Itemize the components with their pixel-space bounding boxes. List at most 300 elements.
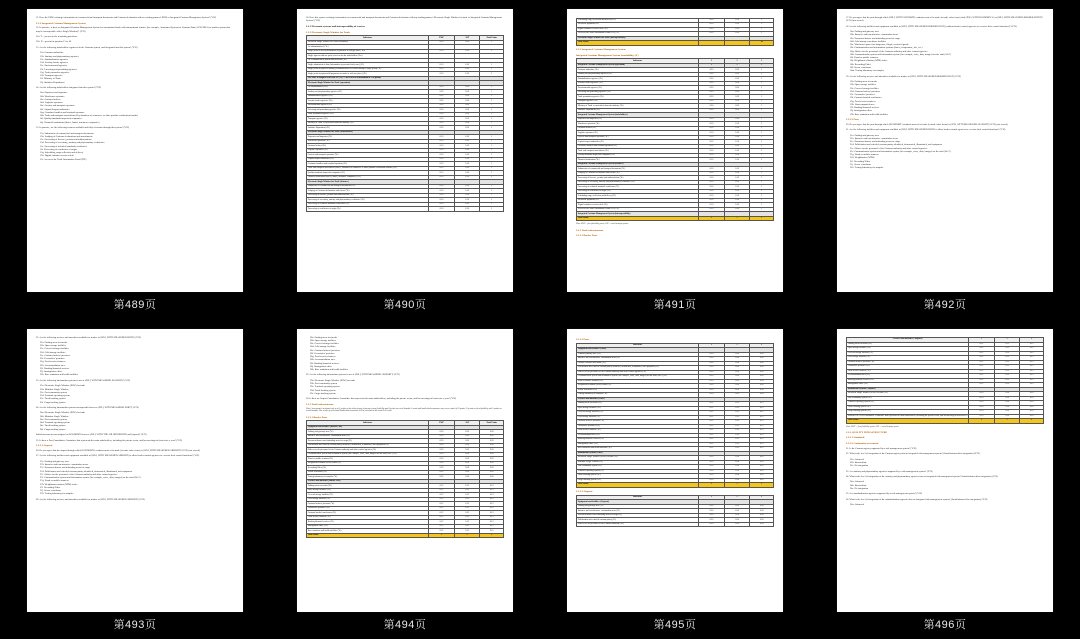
table-cell: 0.10 bbox=[750, 460, 774, 465]
list-item: 34b. Intermediate bbox=[850, 483, 867, 487]
table-cell: 0.12 bbox=[1020, 374, 1044, 379]
table-cell: 0.10 bbox=[994, 396, 1020, 401]
table-cell: 0.10 bbox=[724, 460, 750, 465]
table-cell: Usual or mobile scanners (Ye) bbox=[307, 457, 429, 462]
table-cell: 1 bbox=[480, 126, 504, 131]
table-cell: 0.20 bbox=[699, 370, 725, 375]
table-cell: Parking areas for trucks (Ye) bbox=[577, 402, 699, 407]
list-item: 15i. Access to the Trade Information Portal (TIP) bbox=[40, 157, 87, 161]
table-cell: 0.20 bbox=[429, 117, 455, 122]
table-cell: 0.20 bbox=[429, 443, 455, 448]
table-cell: Banking/financial services (Ye) bbox=[847, 378, 969, 383]
table-cell: 0.10 bbox=[699, 158, 725, 163]
list-item: 14a. Exporters and importers bbox=[40, 91, 68, 95]
table-cell: 0.20 bbox=[429, 94, 455, 99]
table-cell: 0.10 bbox=[429, 49, 455, 54]
table-cell: 0.12 bbox=[480, 497, 504, 502]
column-header: Indicators bbox=[577, 59, 699, 64]
table-cell: Usual or mobile scanners (Ye) bbox=[577, 379, 699, 384]
page-content[interactable] bbox=[567, 329, 783, 612]
table-caption: Note: EWP= first flexibility point; ASP= social transfer points. bbox=[576, 223, 629, 226]
table-cell: 0.10 bbox=[429, 162, 455, 167]
table-cell: 0.20 bbox=[454, 448, 480, 453]
table-cell: 0.20 bbox=[724, 108, 750, 113]
page-thumbnail[interactable] bbox=[540, 320, 810, 639]
page-number-label: 第493页 bbox=[113, 618, 157, 631]
page-content[interactable] bbox=[297, 9, 513, 292]
list-item: 18e. Warehouse spaces for dangerous, illegal, restricted goods bbox=[850, 43, 909, 47]
table-cell: 0.20 bbox=[724, 361, 750, 366]
table-cell: 0.10 bbox=[454, 162, 480, 167]
table-cell: Processing of technical standards certificates (Ye) bbox=[307, 202, 429, 207]
table-cell: Customs authorities (Ye) bbox=[577, 68, 699, 73]
table-cell: 0.10 bbox=[724, 27, 750, 32]
page-thumbnail[interactable] bbox=[0, 320, 270, 639]
page-thumbnail[interactable] bbox=[0, 0, 270, 320]
table-cell: 0.10 bbox=[994, 392, 1020, 397]
table-cell: Parking and gateway area (Ye) bbox=[577, 504, 699, 509]
table-cell: Parking and gateway area (Ye) bbox=[307, 430, 429, 435]
table-cell: Logistics operators (Ye) bbox=[577, 131, 699, 136]
list-item: 18l. Secure warehouse bbox=[850, 65, 872, 69]
table-cell: 0.10 bbox=[1020, 396, 1044, 401]
table-cell: 1 bbox=[480, 121, 504, 126]
list-item: 18d. Cold storage warehouse facilities bbox=[850, 39, 887, 43]
table-cell: 0.12 bbox=[724, 433, 750, 438]
table-cell: 1 bbox=[480, 207, 504, 212]
table-cell: 0.10 bbox=[699, 23, 725, 28]
table-cell: 0.12 bbox=[454, 488, 480, 493]
table-cell: 1 bbox=[480, 99, 504, 104]
table-cell: 0.12 bbox=[429, 529, 455, 534]
table-cell: 0.10 bbox=[454, 184, 480, 189]
paragraph: 33. Are sanitary and phytosanitary agencies supported by a risk management system? (Y/N) bbox=[846, 469, 933, 473]
list-item: 28d. Cold storage facilities bbox=[310, 345, 336, 349]
list-item: 15d. Processing of veterinary, sanitary and phytosanitary certificates bbox=[40, 141, 105, 145]
table-cell: Sanitary and phytosanitary agencies (Ye) bbox=[577, 72, 699, 77]
table-cell: Food services/canteen (Ye) bbox=[847, 369, 969, 374]
table-cell: Single submission of data (information is presented only once) (Ye) bbox=[307, 63, 429, 68]
table-cell: 0.10 bbox=[724, 171, 750, 176]
table-cell: 0.20 bbox=[454, 108, 480, 113]
table-cell: 0.10 bbox=[429, 148, 455, 153]
page-number-label: 第492页 bbox=[923, 299, 967, 311]
table-cell: 0.20 bbox=[454, 85, 480, 90]
table-cell: Ministry of Trade or equivalent domestic ministry (Ye) bbox=[577, 104, 699, 109]
table-cell: Customs bonded warehouses (Ye) bbox=[307, 511, 429, 516]
table-cell: 0.10 bbox=[724, 180, 750, 185]
list-item: 23c. Port community system bbox=[40, 390, 67, 394]
table-cell: 0.10 bbox=[969, 392, 995, 397]
paragraph: 36. What is the level of integration of the standardization agencies into an integrated risk management system? (Sarah/advanced/no integration) (Y/N) bbox=[846, 497, 988, 501]
page-content[interactable] bbox=[837, 9, 1053, 292]
paragraph: 14. Are the following stakeholders integrated into this system? (Y/N) bbox=[36, 86, 102, 90]
table-cell: Total Points bbox=[307, 533, 429, 538]
paragraph: 32. What is the level of integration of the Customs agency into an integrated risk management system? (Sarah/advanced/no integration) (Y/N) bbox=[846, 452, 980, 456]
table-cell: 0.12 bbox=[724, 447, 750, 452]
page-thumbnail[interactable] bbox=[540, 0, 810, 320]
table-cell: 0.20 bbox=[454, 112, 480, 117]
table-cell: 0.20 bbox=[699, 518, 725, 523]
table-cell: 0.12 bbox=[750, 429, 774, 434]
table-cell: 0.20 bbox=[750, 522, 774, 527]
paragraph: 20. Do you agree that the port through which [ECONOMY] conducts most of its trade (in trade value items) is [JULI, WITH MEASURED SEAPORT]? (Y/N) (not scored) bbox=[846, 122, 1008, 126]
table-cell: Truck booking system (Ye) bbox=[577, 474, 699, 479]
table-cell: 0.12 bbox=[969, 351, 995, 356]
table-cell: 1 bbox=[480, 139, 504, 144]
table-cell: 0.20 bbox=[724, 68, 750, 73]
table-cell: 0.12 bbox=[480, 529, 504, 534]
table-cell: 1 bbox=[750, 117, 774, 122]
table-cell: Information systems (Ports) bbox=[577, 451, 699, 456]
list-item: 13g. Trade promotion agencies bbox=[40, 70, 70, 74]
table-cell: 1 bbox=[724, 63, 750, 68]
table-cell: 1 bbox=[699, 63, 725, 68]
page-number-label: 第494页 bbox=[383, 618, 427, 631]
table-cell: 0.20 bbox=[724, 504, 750, 509]
table-cell: 0.10 bbox=[724, 135, 750, 140]
table-cell: 0.20 bbox=[480, 448, 504, 453]
page-content[interactable] bbox=[27, 9, 243, 292]
list-item: 29c. Terminal operating system bbox=[310, 385, 340, 389]
table-cell: 0.20 bbox=[724, 522, 750, 527]
table-cell: 2 bbox=[1020, 419, 1044, 424]
table-cell: Container handlers and terminal operators (Ye) bbox=[577, 144, 699, 149]
table-cell: Custom extended warehouse (Ye) bbox=[577, 361, 699, 366]
page-thumbnail[interactable] bbox=[810, 320, 1080, 639]
column-header: 1 bbox=[699, 343, 725, 348]
list-item: 21i. Recording/Video bbox=[850, 159, 871, 163]
table-cell: 0.12 bbox=[750, 406, 774, 411]
table-cell: 0.20 bbox=[750, 370, 774, 375]
table-cell: 0.20 bbox=[724, 393, 750, 398]
list-item: 22d. Cold storage facilities bbox=[40, 350, 66, 354]
table-cell: 0.12 bbox=[699, 411, 725, 416]
table-cell: Financial institutions (that is, banks, insurance companies) (Ye) bbox=[307, 175, 429, 180]
table-cell: 0.20 bbox=[699, 384, 725, 389]
table-cell: Equipment and facilities (Border Post) bbox=[307, 425, 429, 430]
list-item: 21e. Offices for the personnel of the Customs authority and other control agencies bbox=[850, 146, 928, 150]
table-cell: 0.12 bbox=[750, 438, 774, 443]
paragraph: 16. Does this system exchange information on commercial and transport documents and Customs declaration with any trading partner's Electronic Single Window for trade or Integrated Customs Management System? (Y/N) bbox=[306, 16, 502, 23]
table-cell: 0.12 bbox=[1020, 383, 1044, 388]
column-header: 1 bbox=[750, 495, 774, 500]
section-heading: 2.1.2 Integrated Customs Management System bbox=[36, 21, 86, 25]
table-cell: 0.10 bbox=[429, 207, 455, 212]
list-item: 19h. Unaccompanied area bbox=[850, 102, 875, 106]
list-item: 24d. Terminal operating system bbox=[40, 421, 70, 425]
table-cell: 1 bbox=[750, 189, 774, 194]
list-item: 21b. Intrusive and non-intrusive examination areas bbox=[850, 136, 898, 140]
table-title: 2.1.1 Electronic systems and interoperability of services bbox=[306, 24, 366, 28]
list-item: 18f. Communication and information systems (that is, temperature, fire, etc.) bbox=[850, 46, 923, 50]
item-list bbox=[306, 379, 504, 395]
table-cell: Customs brokers (Ye) bbox=[577, 126, 699, 131]
table-cell: 0.12 bbox=[1020, 351, 1044, 356]
table-cell: Scheduling cargo collection and delivery (Ye) bbox=[577, 194, 699, 199]
table-cell: Single point of payment/all payments are made in with one place) (Ye) bbox=[307, 72, 429, 77]
table-cell: 0.10 bbox=[429, 63, 455, 68]
table-cell: Trade promotion agencies (Ye) bbox=[577, 95, 699, 100]
table-cell: Accommodation area (Ye) bbox=[577, 433, 699, 438]
table-cell: 0.12 bbox=[994, 378, 1020, 383]
table-cell: Processing of licenses, permits and authorizations (Ye) bbox=[307, 193, 429, 198]
table-cell: Secure warehouse (Ye) bbox=[577, 388, 699, 393]
list-item: 15h. Digital container services desk bbox=[40, 154, 74, 158]
table-cell: Electronic Single Window for Trade (operation) bbox=[307, 81, 429, 86]
table-cell: Total Points bbox=[847, 419, 969, 424]
list-item: 27i. Recording/Video bbox=[40, 485, 61, 489]
list-item: 23d. Terminal operating system bbox=[40, 394, 70, 398]
table-cell: 0.20 bbox=[454, 457, 480, 462]
table-cell: 1 bbox=[750, 180, 774, 185]
item-list bbox=[36, 91, 234, 124]
list-item: 19g. Food services/canteen bbox=[850, 99, 876, 103]
table-cell: 1 bbox=[480, 108, 504, 113]
table-cell: 1 bbox=[750, 158, 774, 163]
table-cell: 0.12 bbox=[994, 347, 1020, 352]
table-cell: 0.10 bbox=[454, 166, 480, 171]
table-cell: Submission of commercial and transport documents (Ye) bbox=[577, 167, 699, 172]
table-cell: Total Points bbox=[577, 483, 699, 488]
table-cell: 1 bbox=[480, 189, 504, 194]
table-cell: 2 bbox=[480, 533, 504, 538]
table-cell: Access to the Trade Information Portal (TIP) (Ye) bbox=[577, 32, 699, 37]
list-item: 23a. Electronic Single Window (ESW) for trade bbox=[40, 384, 86, 388]
table-cell: 0.20 bbox=[429, 85, 455, 90]
table-cell: 0.12 bbox=[994, 356, 1020, 361]
table-cell: 0.20 bbox=[724, 81, 750, 86]
table-cell: 0.12 bbox=[454, 506, 480, 511]
table-cell: 0.12 bbox=[750, 424, 774, 429]
table-cell: 0.20 bbox=[750, 393, 774, 398]
list-item: 21d. Palletization and refueled vacuum pantry identified, demarcated, illuminated, and equipment bbox=[850, 143, 942, 147]
table-cell: 0.10 bbox=[699, 465, 725, 470]
data-table bbox=[576, 495, 774, 528]
table-cell: Exporters and importers (Ye) bbox=[577, 117, 699, 122]
table-cell: 0.20 bbox=[454, 90, 480, 95]
table-cell: Sanitary and phytosanitary agencies (Ye) bbox=[307, 90, 429, 95]
table-cell: 0.20 bbox=[454, 103, 480, 108]
table-cell: Intrusive and non-intrusive examination areas (Ye) bbox=[577, 357, 699, 362]
table-cell: 0.20 bbox=[454, 434, 480, 439]
table-cell: Terminal primary area (Ye) bbox=[577, 352, 699, 357]
table-cell: 0.12 bbox=[1020, 360, 1044, 365]
table-wrapper bbox=[306, 420, 504, 538]
table-cell: 0.12 bbox=[724, 402, 750, 407]
item-list bbox=[846, 480, 1044, 490]
table-cell: 0.10 bbox=[750, 469, 774, 474]
table-cell: 1 bbox=[750, 77, 774, 82]
column-header: 1 bbox=[699, 59, 725, 64]
table-cell: 0.20 bbox=[699, 509, 725, 514]
table-cell: 0.10 bbox=[699, 474, 725, 479]
table-cell: 0.20 bbox=[480, 452, 504, 457]
table-cell: 1a. administration (1 Ye) bbox=[307, 45, 429, 50]
table-cell: 1 bbox=[480, 49, 504, 54]
table-cell: 0.20 bbox=[429, 434, 455, 439]
table-cell: 0.12 bbox=[429, 502, 455, 507]
table-cell: 0.20 bbox=[699, 90, 725, 95]
section-heading: 2.1.2 Integrated Customs Management System bbox=[576, 47, 626, 51]
table-cell: 0.20 bbox=[480, 430, 504, 435]
table-cell: 0.12 bbox=[480, 524, 504, 529]
table-cell: 1 bbox=[480, 90, 504, 95]
table-cell: 0.20 bbox=[429, 90, 455, 95]
table-cell: 0.12 bbox=[429, 493, 455, 498]
list-item: 24f. Cargo tracking system bbox=[40, 427, 66, 431]
table-cell: 0.10 bbox=[454, 144, 480, 149]
table-cell: 0.20 bbox=[454, 99, 480, 104]
page-thumbnail[interactable] bbox=[810, 0, 1080, 320]
table-cell: 0.10 bbox=[454, 202, 480, 207]
table-cell: 1 bbox=[480, 193, 504, 198]
page-content[interactable] bbox=[297, 329, 513, 612]
list-item: 19d. Customs brokers' premises bbox=[850, 89, 880, 93]
page-content[interactable] bbox=[837, 329, 1053, 612]
table-cell: Existence of a Port Consultative Committee that represents the main stakeholders, including the private sector, and has meetings at least twice a year (Ye) bbox=[847, 414, 969, 417]
table-cell: Electronic payments (Ye) bbox=[577, 23, 699, 28]
table-cell: 0.20 bbox=[429, 457, 455, 462]
table-cell: Single sign-on with one point of access for the stakeholders (Yes) bbox=[307, 54, 429, 59]
table-cell: 0.10 bbox=[699, 153, 725, 158]
table-cell: Container handlers and terminal operators (Ye) bbox=[307, 162, 429, 167]
table-cell: Services and amenities (Border Post) bbox=[307, 479, 429, 484]
table-cell: Security border agencies (Ye) bbox=[307, 99, 429, 104]
list-item: 28f. Forwarders' premises bbox=[310, 351, 335, 355]
paragraph: 30. Is there an Airport Consultative Committee that represents the main stakeholders, including the private sector, and has meetings at least twice a year? (Y/N) bbox=[306, 397, 457, 401]
list-item: 27a. Parking and gateway area bbox=[40, 459, 69, 463]
page-content[interactable] bbox=[27, 329, 243, 612]
paragraph: 31. Is the Customs agency supported by a risk management system? (Y/N) bbox=[846, 446, 917, 450]
section-heading: 2.1.2 Trade infrastructure bbox=[576, 228, 604, 232]
table-cell: 0.20 bbox=[480, 461, 504, 466]
column-header: 1 bbox=[724, 495, 750, 500]
table-cell: Licensing and permitting agencies (Ye) bbox=[577, 90, 699, 95]
data-table bbox=[306, 35, 504, 212]
list-item: 34c. No integration bbox=[850, 486, 869, 490]
table-cell: 0.20 bbox=[454, 466, 480, 471]
table-cell: 0.10 bbox=[699, 32, 725, 37]
table-cell: Base sanitation and health facilities (Ye) bbox=[307, 529, 429, 534]
list-item: 14j. Financial institutions (that is, banks, insurance companies) bbox=[40, 120, 100, 124]
table-cell: 1 bbox=[480, 117, 504, 122]
table-cell: Integrated Customs Management System (interoperability) bbox=[577, 212, 699, 217]
paragraph: 12a. Y = present in the remaining questions bbox=[36, 35, 77, 39]
table-cell: 0.12 bbox=[429, 484, 455, 489]
table-cell: 0.12 bbox=[699, 429, 725, 434]
paragraph: 15. In practice, are the following features available and fully electronic through this system? (Y/N) bbox=[36, 126, 130, 130]
table-cell: 0.20 bbox=[699, 104, 725, 109]
column-header: 1 bbox=[1020, 338, 1044, 343]
paragraph: 34. What is the level of integration of the sanitary and phytosanitary agencies into an integrated risk management system? (Sarah/advanced/no integration) (Y/N) bbox=[846, 475, 998, 478]
list-item: 19k. Base sanitation and health facilities bbox=[850, 112, 889, 116]
table-cell: Statistics Department (Ye) bbox=[307, 126, 429, 131]
list-item: 13d. Security border agencies bbox=[40, 61, 68, 65]
table-cell: 0.10 bbox=[994, 410, 1020, 415]
table-cell: 0.12 bbox=[724, 442, 750, 447]
paragraph: 12b. N = present in question 13 to 16. bbox=[36, 40, 72, 44]
paragraph: 17. Do you agree that the port through which [JULI, WITH ECONOMY] conducts most of its trade air trade value items) with [JULI, WITH ECONOMY %] at [JULI, WITH MEAN MED BORDER POINT]? (Y/N) (not scored) bbox=[846, 16, 1043, 23]
table-cell: Truck booking system (Ye) bbox=[847, 405, 969, 410]
table-cell: Processing of certificates of origin (Ye) bbox=[577, 189, 699, 194]
table-cell: 0.10 bbox=[429, 193, 455, 198]
table-caption: Note: Assessment is assigned only to of 2 points on the wide airport of answers from flexibility and 4 points on social benefits 1 round and landlocked economies may score a total of 10 points 15 points on firm flexibility and 5 points on social benefits. The scores of associated landlocked economies will be rescaled on the same 0-10 scale. bbox=[306, 407, 502, 413]
table-cell: Immigration office (Ye) bbox=[847, 383, 969, 388]
list-item: 14d. Logistics operators bbox=[40, 101, 63, 105]
table-cell: 1 bbox=[429, 533, 455, 538]
table-cell: 0.12 bbox=[1020, 342, 1044, 347]
table-wrapper bbox=[846, 337, 1044, 424]
table-cell: 0.20 bbox=[454, 126, 480, 131]
table-cell: 2 bbox=[750, 483, 774, 488]
table-wrapper bbox=[576, 54, 774, 222]
table-cell: 0.10 bbox=[454, 49, 480, 54]
table-cell: 0.12 bbox=[750, 447, 774, 452]
table-cell: Electronic Single Window for Trade availability bbox=[307, 40, 429, 45]
table-cell: 0.10 bbox=[699, 185, 725, 190]
table-cell: Integrated Customs Management System (stakeholders) bbox=[577, 113, 699, 118]
table-cell: Digital container services desk (Ye) bbox=[577, 203, 699, 208]
table-cell: 0.10 bbox=[724, 185, 750, 190]
table-cell: 1 bbox=[750, 185, 774, 190]
table-cell: 0.12 bbox=[724, 415, 750, 420]
table-cell: 1 bbox=[750, 81, 774, 86]
list-item: 19e. Forwarders' premises bbox=[850, 93, 875, 96]
item-list bbox=[846, 503, 1044, 506]
table-cell: 0.20 bbox=[750, 388, 774, 393]
list-item: 27j. Secure warehouse bbox=[40, 489, 62, 493]
table-cell: 1 bbox=[480, 175, 504, 180]
column-header: 1 bbox=[969, 338, 995, 343]
page-thumbnail[interactable] bbox=[270, 320, 540, 639]
table-cell: Submission of commercial and transport documents (Ye) bbox=[307, 184, 429, 189]
table-cell: Document drawer and unloading areas for cargo (Ye) bbox=[307, 439, 429, 444]
table-cell: 0.12 bbox=[429, 497, 455, 502]
table-cell: 1 bbox=[750, 68, 774, 73]
table-cell: 0.12 bbox=[454, 524, 480, 529]
table-cell: 1 bbox=[480, 198, 504, 203]
table-cell: 0.12 bbox=[994, 342, 1020, 347]
table-cell: 1 bbox=[750, 144, 774, 149]
table-cell: 0.12 bbox=[969, 369, 995, 374]
table-cell: 0.12 bbox=[1020, 347, 1044, 352]
table-cell: Airport/seaport authorities (Ye) bbox=[307, 157, 429, 162]
table-cell: 0.10 bbox=[699, 203, 725, 208]
table-cell: 0.10 bbox=[699, 180, 725, 185]
table-cell: 0.12 bbox=[994, 369, 1020, 374]
table-cell: 0.20 bbox=[480, 443, 504, 448]
list-item: 23b. Maritime Single Window bbox=[40, 387, 69, 391]
table-cell: 0.12 bbox=[454, 529, 480, 534]
table-cell: Electronic Single Window for Trade (stakeholders) bbox=[307, 130, 429, 135]
table-cell: 0.10 bbox=[724, 140, 750, 145]
table-cell: 0.10 bbox=[724, 131, 750, 136]
page-content[interactable] bbox=[567, 9, 783, 292]
table-cell: 0.12 bbox=[699, 402, 725, 407]
table-cell: 0.10 bbox=[724, 158, 750, 163]
paragraph: 26. Do you agree that the airport through which [ECONOMY] conducts most of its trade (in trade value terms) is [JULI, WITH MEASURED AIRPORT]? (Y/N) (not scored) bbox=[36, 448, 200, 452]
table-cell: Quality/standards inspection companies (Ye) bbox=[307, 171, 429, 176]
table-cell: Covered storage facilities (Ye) bbox=[847, 351, 969, 356]
table-cell: 0.10 bbox=[699, 117, 725, 122]
table-cell: 0.10 bbox=[724, 478, 750, 483]
page-thumbnail[interactable] bbox=[270, 0, 540, 320]
table-cell: Open storage facilities (Ye) bbox=[307, 488, 429, 493]
table-cell: 1 bbox=[750, 72, 774, 77]
table-cell: 0.10 bbox=[1020, 405, 1044, 410]
table-cell: 0.10 bbox=[699, 140, 725, 145]
